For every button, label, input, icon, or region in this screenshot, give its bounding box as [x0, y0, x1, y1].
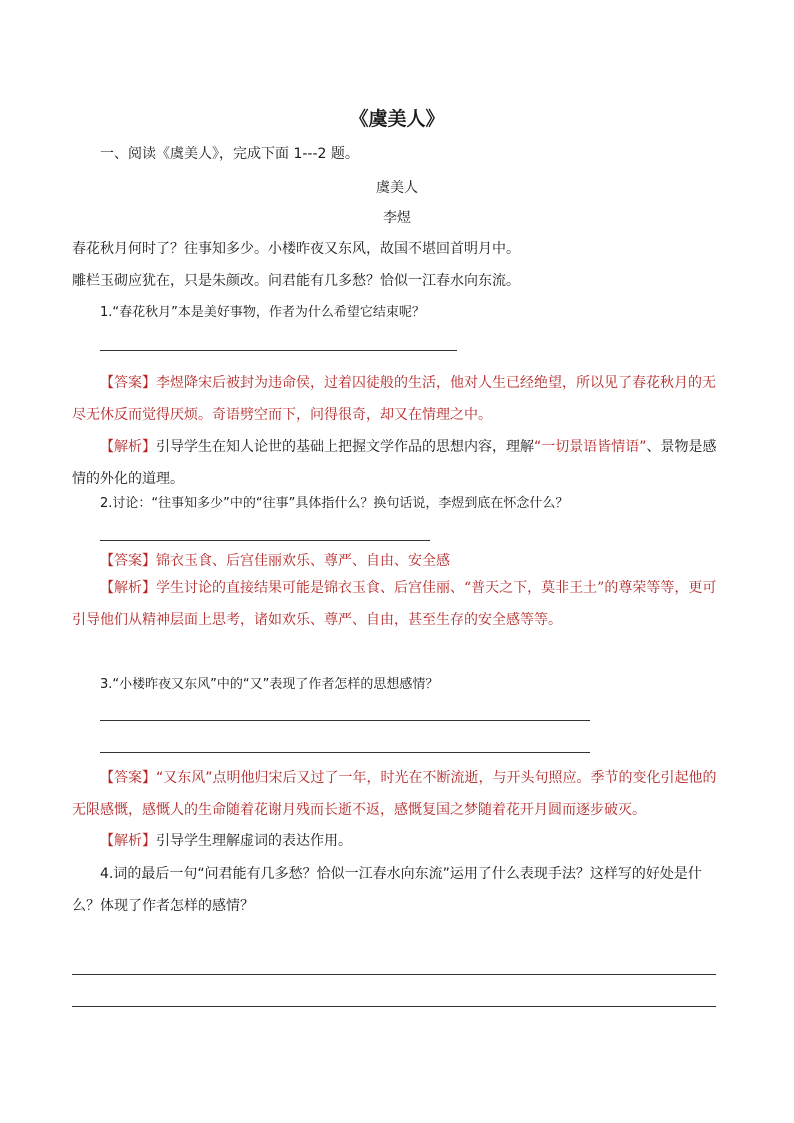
poem-author: 李煜 — [383, 210, 411, 226]
poem-line-1: 春花秋月何时了？往事知多少。小楼昨夜又东风，故国不堪回首明月中。 — [72, 241, 520, 257]
question-2: 2.讨论：“往事知多少”中的“往事”具体指什么？换句话说，李煜到底在怀念什么？ — [100, 496, 569, 511]
q2-analysis-text-a: 学生讨论的直接结果可能是锦衣玉食、后宫佳丽、 — [156, 580, 464, 596]
analysis-tag: 【解析】 — [100, 833, 156, 849]
answer-tag: 【答案】 — [100, 553, 156, 569]
answer-line-1 — [100, 350, 457, 351]
question-3: 3.“小楼昨夜又东风”中的“又”表现了作者怎样的思想感情？ — [100, 677, 439, 692]
q3-answer-block — [72, 762, 722, 826]
question-4-text: 4.词的最后一句“问君能有几多愁？恰似一江春水向东流”运用了什么表现手法？这样写的好处是什么？体现了作者怎样的感情？ — [72, 866, 702, 914]
page-title: 《虞美人》 — [349, 108, 445, 130]
answer-tag: 【答案】 — [100, 770, 156, 786]
question-1: 1.“春花秋月”本是美好事物，作者为什么希望它结束呢？ — [100, 305, 425, 320]
answer-line-3b — [100, 752, 590, 753]
poem-title: 虞美人 — [376, 180, 418, 196]
q3-analysis-block — [100, 831, 352, 851]
answer-line-4b — [72, 1006, 716, 1007]
answer-line-3a — [100, 720, 590, 721]
q2-analysis-text-b: 的尊荣等等，更可引导他们从精神层面上思考，诸如欢乐、尊严、自由，甚至生存的安全感等等。 — [72, 580, 717, 628]
q3-analysis-text: 引导学生理解虚词的表达作用。 — [156, 833, 352, 849]
answer-line-2 — [100, 540, 430, 541]
q2-answer-text: 锦衣玉食、后宫佳丽欢乐、尊严、自由、安全感 — [156, 553, 450, 569]
q1-answer-block — [72, 367, 722, 431]
q1-answer-text: 李煜降宋后被封为违命侯，过着囚徒般的生活，他对人生已经绝望，所以见了春花秋月的无尽无休反而觉得厌烦。奇语劈空而下，问得很奇，却又在情理之中。 — [72, 375, 716, 423]
q2-answer-block — [100, 551, 450, 571]
q2-analysis-quote: “普天之下，莫非王土” — [464, 580, 605, 596]
question-4 — [72, 858, 722, 922]
q3-answer-text: “又东风”点明他归宋后又过了一年，时光在不断流逝，与开头句照应。季节的变化引起他的无限感慨，感慨人的生命随着花谢月残而长逝不返，感慨复国之梦随着花开月圆而逐步破灭。 — [72, 770, 717, 818]
q1-analysis-quote: “一切景语皆情语” — [534, 439, 647, 455]
poem-line-2: 雕栏玉砌应犹在，只是朱颜改。问君能有几多愁？恰似一江春水向东流。 — [72, 273, 520, 289]
analysis-tag: 【解析】 — [100, 580, 156, 596]
analysis-tag: 【解析】 — [100, 439, 156, 455]
q1-analysis-text-b: 、景物是感情的外化的道理。 — [72, 439, 717, 487]
q2-analysis-block — [72, 572, 722, 636]
answer-tag: 【答案】 — [100, 375, 156, 391]
answer-line-4a — [72, 974, 716, 975]
q1-analysis-text-a: 引导学生在知人论世的基础上把握文学作品的思想内容，理解 — [156, 439, 534, 455]
section-intro: 一、阅读《虞美人》，完成下面 1---2 题。 — [100, 146, 359, 162]
q1-analysis-block — [72, 431, 722, 495]
